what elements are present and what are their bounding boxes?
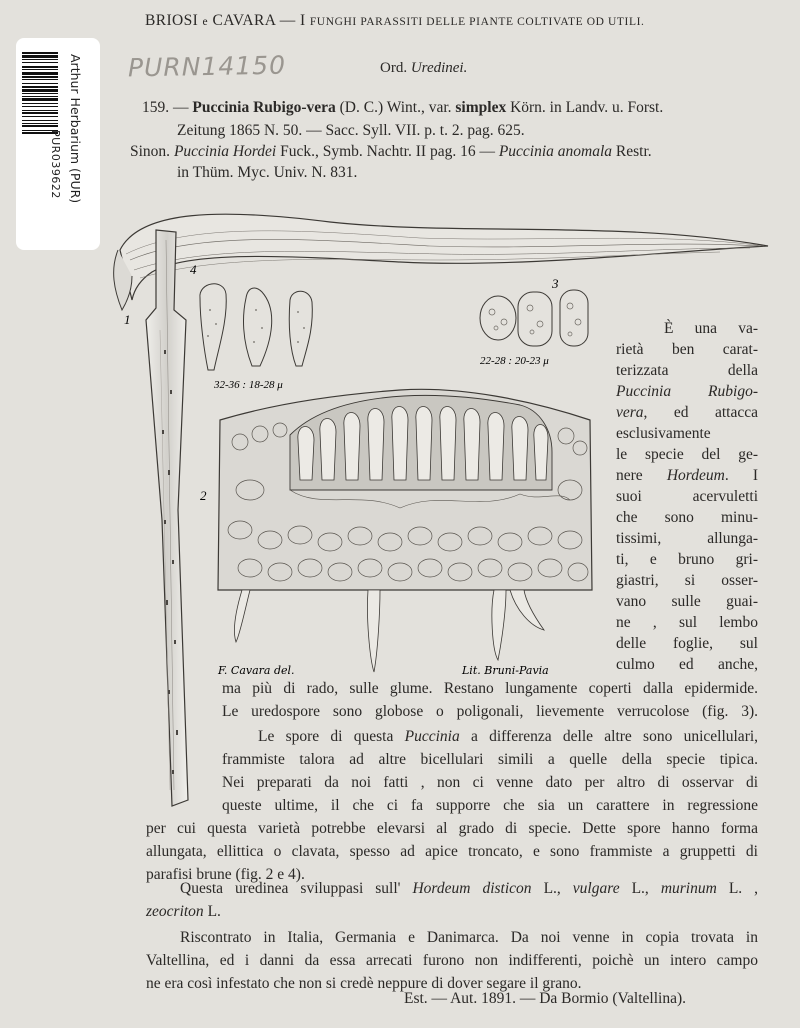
order-line [380,60,467,77]
lithographer-signature: Lit. Bruni-Pavia [462,664,549,677]
specimen-barcode-label [16,38,100,250]
fig4-measurement: 32-36 : 18-28 μ [214,379,283,391]
body-line: frammiste talora ad altre bicellulari simili a quelle della specie tipica. [222,751,758,768]
side-column-line: ne , sul lembo [616,614,758,631]
synonym-prefix: Sinon. [130,143,171,160]
side-column-line: ti, e bruno gri- [616,551,758,568]
host-murinum: murinum [660,880,717,897]
side-column-line: le specie del ge- [616,446,758,463]
side-text-column [616,318,758,675]
body-line: Valtellina, ed i danni da essa arrecati furono non indifferenti, poichè un intero campo [146,952,758,969]
fig-label-4: 4 [190,262,197,277]
side-column-italic: Hordeum [666,467,725,484]
title-rest: FUNGHI PARASSITI DELLE PIANTE COLTIVATE OD UTILI. [309,16,645,28]
body-line: per cui questa varietà potrebbe elevarsi al grado di specie. Dette spore hanno forma [146,820,758,837]
side-column-line: esclusivamente [616,425,711,442]
body-text: L., [631,880,649,897]
body-text: L. [207,903,221,920]
body-line: ne era così infestato che non si credè neppure di dover segare il grano. [146,975,582,992]
synonym-1-ref: Fuck., Symb. Nachtr. II pag. 16 — [280,143,495,160]
species-authority: (D. C.) Wint., var. [339,99,452,116]
side-column-line [616,381,758,402]
host-zeocriton: zeocriton [146,903,204,920]
side-column-line: vera, ed attacca [616,404,758,421]
head-dash: — [279,12,296,29]
body-text: L., [543,880,561,897]
handwritten-code: PURN14150 [127,50,287,83]
entry-line-1-rest: Körn. in Landv. u. Forst. [510,99,664,116]
fig3-spores [480,290,588,346]
side-column-line: È una va- [664,320,758,337]
host-vulgare: vulgare [572,880,620,897]
body-line: parafisi brune (fig. 2 e 4). [146,866,305,883]
conjunction: e [202,16,209,28]
fig4-spores [200,284,312,370]
fig-label-2: 2 [200,488,207,503]
body-text: Le spore di questa [258,728,394,745]
synonym-2: Puccinia anomala [498,143,613,160]
host-hordeum-disticon: Hordeum disticon [412,880,532,897]
body-line: ma più di rado, sulle glume. Restano lungamente coperti dalla epidermide. [222,680,758,697]
synonym-line [130,143,652,161]
side-column-line: vano sulle guai- [616,593,758,610]
body-italic: Puccinia [404,728,460,745]
order-name: Uredinei. [410,60,468,76]
variety-name: simplex [455,99,507,116]
order-prefix: Ord. [380,60,408,76]
side-column-line: culmo ed anche, [616,656,758,673]
side-column-italic: Puccinia Rubigo- [616,383,758,400]
body-text: L. , [728,880,759,897]
fig3-measurement: 22-28 : 20-23 μ [480,355,549,367]
artist-signature: F. Cavara del. [218,664,295,677]
side-column-line: che sono minu- [616,509,758,526]
entry-number: 159. — [142,99,189,116]
entry-line-1 [142,99,663,117]
synonym-1: Puccinia Hordei [173,143,277,160]
side-column-line: delle foglie, sul [616,635,758,652]
body-line [258,728,758,746]
body-line: Le uredospore sono globose o poligonali, lievemente verrucolose (fig. 3). [222,703,758,720]
accession-number: PUR039622 [49,130,62,199]
entry-line-4: in Thüm. Myc. Univ. N. 831. [177,164,358,181]
stem-drawing [146,230,188,806]
fig-label-1: 1 [124,312,131,327]
herbarium-name: Arthur Herbarium (PUR) [68,54,83,204]
author-briosi: BRIOSI [145,12,199,29]
side-column-line: nere Hordeum. I [616,467,758,484]
body-line: Riscontrato in Italia, Germania e Danimarca. Da noi venne in copia trovata in [180,929,758,946]
body-line [180,880,758,898]
collection-footer: Est. — Aut. 1891. — Da Bormio (Valtellina). [404,990,686,1007]
side-column-line: terizzata della [616,362,758,379]
fig-label-3: 3 [552,276,559,291]
side-column-italic: vera [616,404,644,421]
title-lead: I [299,12,306,29]
body-line: queste ultime, il che ci fa supporre che sia un carattere in regressione [222,797,758,814]
fig2-cross-section [218,389,592,672]
author-cavara: CAVARA [212,12,276,29]
running-head [145,12,645,30]
synonym-2-ref: Restr. [615,143,652,160]
species-name: Puccinia Rubigo-vera [192,99,336,116]
body-line: Nei preparati da noi fatti , non ci venne dato per altro di osservar di [222,774,758,791]
body-line: allungata, ellittica o clavata, spesso ad apice troncato, e sono frammiste a gruppetti di [146,843,758,860]
side-column-line: rietà ben carat- [616,341,758,358]
entry-line-2: Zeitung 1865 N. 50. — Sacc. Syll. VII. p. t. 2. pag. 625. [177,122,525,139]
body-line [146,903,221,921]
side-column-line: suoi acervuletti [616,488,758,505]
body-text: Questa uredinea sviluppasi sull' [180,880,401,897]
side-column-line: tissimi, allunga- [616,530,758,547]
body-text: a differenza delle altre sono unicellulari, [470,728,759,745]
side-column-line: giastri, si osser- [616,572,758,589]
